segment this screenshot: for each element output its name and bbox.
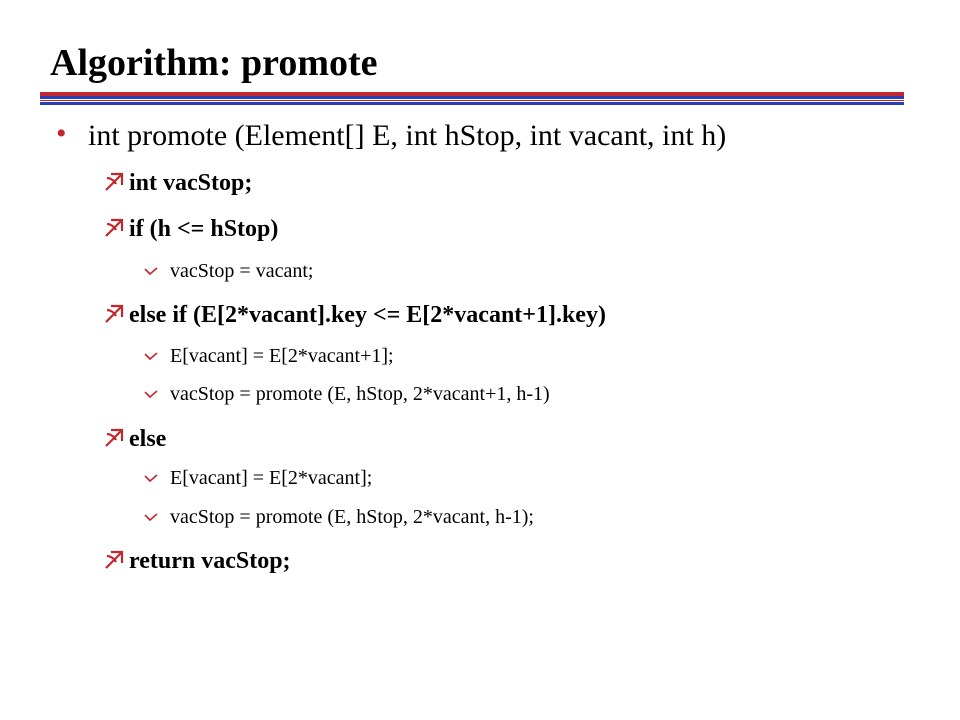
bullet-dot-icon: •	[56, 117, 67, 150]
slide-title: Algorithm: promote	[50, 42, 378, 84]
tick-icon	[144, 472, 158, 486]
sub-sub-bullet-text: vacStop = promote (E, hStop, 2*vacant, h-1);	[170, 506, 534, 528]
sub-sub-bullet-text: E[vacant] = E[2*vacant+1];	[170, 345, 394, 367]
tick-icon	[144, 350, 158, 364]
arrow-icon	[104, 304, 124, 324]
sub-sub-bullet-text: E[vacant] = E[2*vacant];	[170, 467, 373, 489]
arrow-icon	[104, 172, 124, 192]
arrow-icon	[104, 428, 124, 448]
sub-bullet-text: int vacStop;	[129, 170, 253, 196]
sub-bullet-text: else	[129, 426, 167, 452]
bullet-text: int promote (Element[] E, int hStop, int vacant, int h)	[88, 119, 727, 152]
sub-bullet-text: else if (E[2*vacant].key <= E[2*vacant+1].key)	[129, 302, 606, 328]
sub-bullet-text: if (h <= hStop)	[129, 216, 279, 242]
sub-bullet-text: return vacStop;	[129, 548, 291, 574]
sub-sub-bullet-text: vacStop = promote (E, hStop, 2*vacant+1, h-1)	[170, 383, 550, 405]
tick-icon	[144, 388, 158, 402]
arrow-icon	[104, 218, 124, 238]
arrow-icon	[104, 550, 124, 570]
sub-sub-bullet-text: vacStop = vacant;	[170, 260, 314, 282]
tick-icon	[144, 265, 158, 279]
tick-icon	[144, 511, 158, 525]
